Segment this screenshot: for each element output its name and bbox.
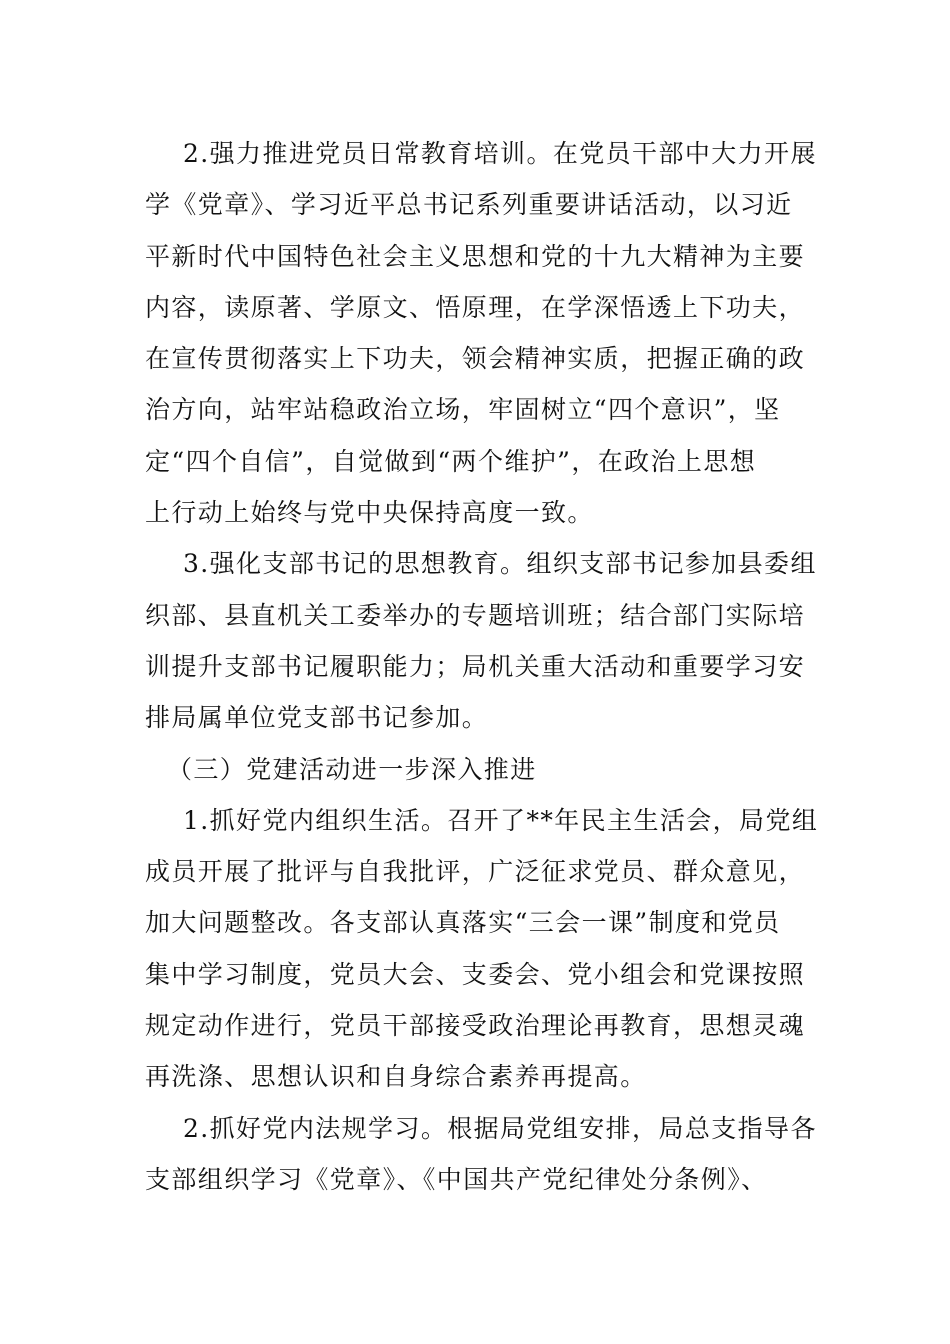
item-2-line-1: 2.抓好党内法规学习。根据局党组安排，局总支指导各 [183, 1113, 817, 1143]
paragraph-3-line-3: 训提升支部书记履职能力；局机关重大活动和重要学习安 [145, 651, 806, 681]
item-1-line-1: 1.抓好党内组织生活。召开了**年民主生活会，局党组 [183, 805, 819, 835]
paragraph-3-line-4: 排局属单位党支部书记参加。 [145, 703, 489, 733]
paragraph-2-line-5: 在宣传贯彻落实上下功夫，领会精神实质，把握正确的政 [145, 344, 806, 374]
section-heading: （三）党建活动进一步深入推进 [167, 754, 537, 784]
item-1-line-3: 加大问题整改。各支部认真落实“三会一课”制度和党员 [145, 908, 781, 938]
item-2-line-2: 支部组织学习《党章》、《中国共产党纪律处分条例》、 [145, 1164, 768, 1194]
body-text [145, 128, 819, 1205]
paragraph-2-line-6: 治方向，站牢站稳政治立场，牢固树立“四个意识”，坚 [145, 395, 781, 425]
paragraph-3-line-2: 织部、县直机关工委举办的专题培训班；结合部门实际培 [145, 600, 806, 630]
paragraph-2-line-1: 2.强力推进党员日常教育培训。在党员干部中大力开展 [183, 139, 817, 168]
item-1-line-5: 规定动作进行，党员干部接受政治理论再教育，思想灵魂 [145, 1011, 806, 1041]
item-1-line-2: 成员开展了批评与自我批评，广泛征求党员、群众意见， [145, 857, 806, 887]
paragraph-2-line-3: 平新时代中国特色社会主义思想和党的十九大精神为主要 [145, 241, 806, 271]
paragraph-2-line-4: 内容，读原著、学原文、悟原理，在学深悟透上下功夫， [145, 292, 806, 322]
paragraph-3-line-1: 3.强化支部书记的思想教育。组织支部书记参加县委组 [183, 549, 817, 579]
item-1-line-6: 再洗涤、思想认识和自身综合素养再提高。 [145, 1062, 647, 1092]
paragraph-2-line-7: 定“四个自信”，自觉做到“两个维护”，在政治上思想 [145, 446, 757, 476]
paragraph-2-line-2: 学《党章》、学习近平总书记系列重要讲话活动，以习近 [145, 190, 793, 220]
item-1-line-4: 集中学习制度，党员大会、支委会、党小组会和党课按照 [145, 959, 806, 989]
paragraph-2-line-8: 上行动上始终与党中央保持高度一致。 [145, 498, 594, 528]
